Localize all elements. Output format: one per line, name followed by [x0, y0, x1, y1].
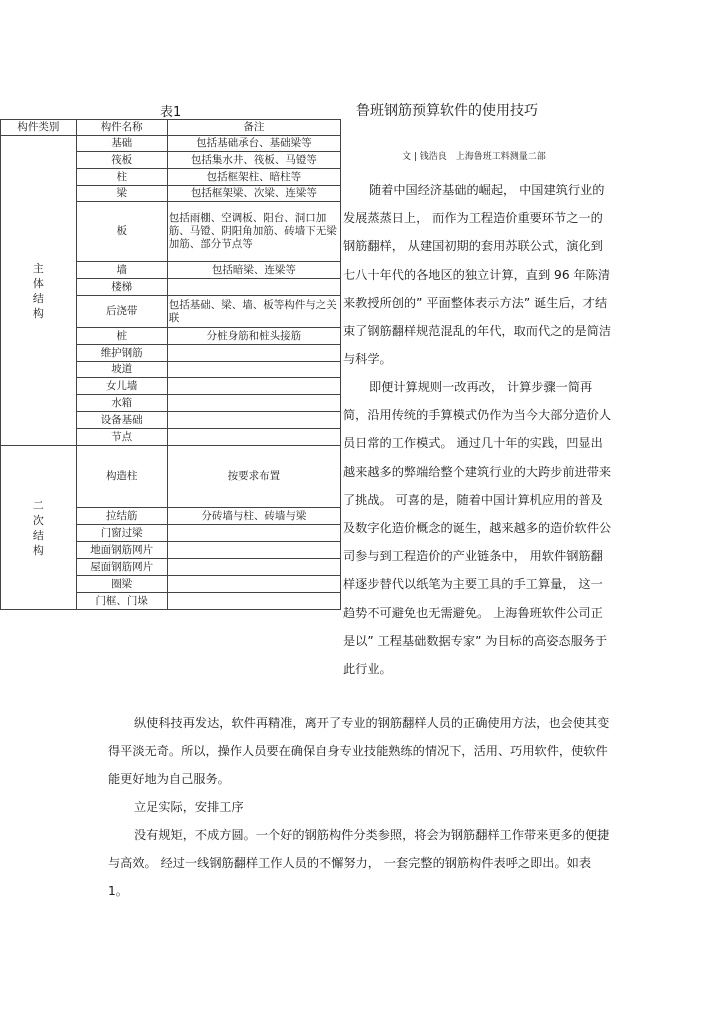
article-byline: 文 | 钱浩良 上海鲁班工料测量二部 [402, 152, 546, 162]
component-note-cell: 包括基础、梁、墙、板等构件与之关联 [167, 296, 340, 328]
component-note-cell [167, 576, 340, 593]
component-note-cell: 分砖墙与柱、砖墙与梁 [167, 508, 340, 525]
component-name-cell: 维护钢筋 [76, 345, 167, 362]
component-note-cell: 包括框架梁、次梁、连梁等 [167, 186, 340, 202]
component-name-cell: 屋面钢筋网片 [76, 559, 167, 576]
article-title: 鲁班钢筋预算软件的使用技巧 [356, 103, 538, 119]
component-name-cell: 圈梁 [76, 576, 167, 593]
component-note-cell [167, 559, 340, 576]
secondary-structure-group [1, 446, 341, 610]
component-name-cell: 桩 [76, 328, 167, 345]
category-secondary-structure [1, 446, 77, 610]
category-label: 主体结构 [32, 261, 44, 320]
component-note-cell [167, 429, 340, 446]
component-note-cell [167, 345, 340, 362]
table-row [1, 136, 341, 152]
component-name-cell: 地面钢筋网片 [76, 542, 167, 559]
component-note-cell [167, 412, 340, 429]
component-name-cell: 墙 [76, 262, 167, 279]
paragraph-4: 没有规矩，不成方圆。一个好的钢筋构件分类参照，将会为钢筋翻样工作带来更多的便捷与高效。 经过一线钢筋翻样工作人员的不懈努力， 一套完整的钢筋构件表呼之即出。如表 1。 [108, 828, 610, 899]
component-note-cell: 包括基础承台、基础梁等 [167, 136, 340, 152]
component-name-cell: 柱 [76, 169, 167, 186]
component-name-cell: 基础 [76, 136, 167, 152]
component-name-cell: 水箱 [76, 395, 167, 412]
component-name-cell: 板 [76, 202, 167, 262]
component-name-cell: 楼梯 [76, 279, 167, 296]
component-note-cell [167, 395, 340, 412]
component-name-cell: 构造柱 [76, 446, 167, 508]
component-name-cell: 设备基础 [76, 412, 167, 429]
header-note: 备注 [167, 120, 340, 136]
component-note-cell: 包括雨棚、空调板、阳台、洞口加筋、马镫、阴阳角加筋、砖墙下无梁加筋、部分节点等 [167, 202, 340, 262]
component-name-cell: 女儿墙 [76, 378, 167, 395]
subheading: 立足实际，安排工序 [134, 800, 244, 814]
component-name-cell: 门框、门垛 [76, 593, 167, 610]
component-note-cell [167, 525, 340, 542]
component-note-cell [167, 279, 340, 296]
component-note-cell [167, 593, 340, 610]
component-name-cell: 门窗过梁 [76, 525, 167, 542]
paragraph-1: 随着中国经济基础的崛起， 中国建筑行业的发展蒸蒸日上， 而作为工程造价重要环节之一的钢筋翻样， 从建国初期的套用苏联公式，演化到七八十年代的各地区的独立计算，直到 96 年陈清来教授所创的” 平面整体表示方法” 诞生后，才结束了钢筋翻样规范混乱的年代，取而代之的是简洁与科学。 [343, 183, 612, 367]
header-category: 构件类别 [1, 120, 77, 136]
component-note-cell [167, 362, 340, 378]
component-note-cell: 包括框架柱、暗柱等 [167, 169, 340, 186]
component-note-cell: 包括暗梁、连梁等 [167, 262, 340, 279]
component-note-cell: 分桩身筋和桩头接筋 [167, 328, 340, 345]
table-header-row [1, 120, 341, 136]
component-note-cell [167, 542, 340, 559]
category-main-structure [1, 136, 77, 446]
component-table [0, 119, 341, 610]
table-caption: 表1 [160, 105, 182, 120]
paragraph-3: 纵使科技再发达，软件再精准，离开了专业的钢筋翻样人员的正确使用方法，也会使其变得平淡无奇。所以，操作人员要在确保自身专业技能熟练的情况下，活用、巧用软件，使软件能更好地为自己服务。 [108, 716, 610, 787]
component-name-cell: 坡道 [76, 362, 167, 378]
category-label: 二次结构 [32, 498, 44, 557]
component-note-cell: 按要求布置 [167, 446, 340, 508]
header-name: 构件名称 [76, 120, 167, 136]
component-note-cell: 包括集水井、筏板、马镫等 [167, 152, 340, 169]
component-name-cell: 筏板 [76, 152, 167, 169]
paragraph-2: 即便计算规则一改再改， 计算步骤一简再简，沿用传统的手算模式仍作为当今大部分造价人员日常的工作模式。 通过几十年的实践，凹显出越来越多的弊端给整个建筑行业的大跨步前进带来了挑战。 可喜的是，随着中国计算机应用的普及及数字化造价概念的诞生，越来越多的造价软件公司参与到工程造价的产业链条中， 用软件钢筋翻样逐步替代以纸笔为主要工具的手工算量， 这一趋势不可避免也无需避免。 上海鲁班软件公司正是以” 工程基础数据专家” 为目标的高姿态服务于此行业。 [343, 380, 612, 677]
component-name-cell: 节点 [76, 429, 167, 446]
component-name-cell: 梁 [76, 186, 167, 202]
component-note-cell [167, 378, 340, 395]
component-name-cell: 拉结筋 [76, 508, 167, 525]
main-structure-group [1, 136, 341, 446]
component-name-cell: 后浇带 [76, 296, 167, 328]
table-row [1, 446, 341, 508]
